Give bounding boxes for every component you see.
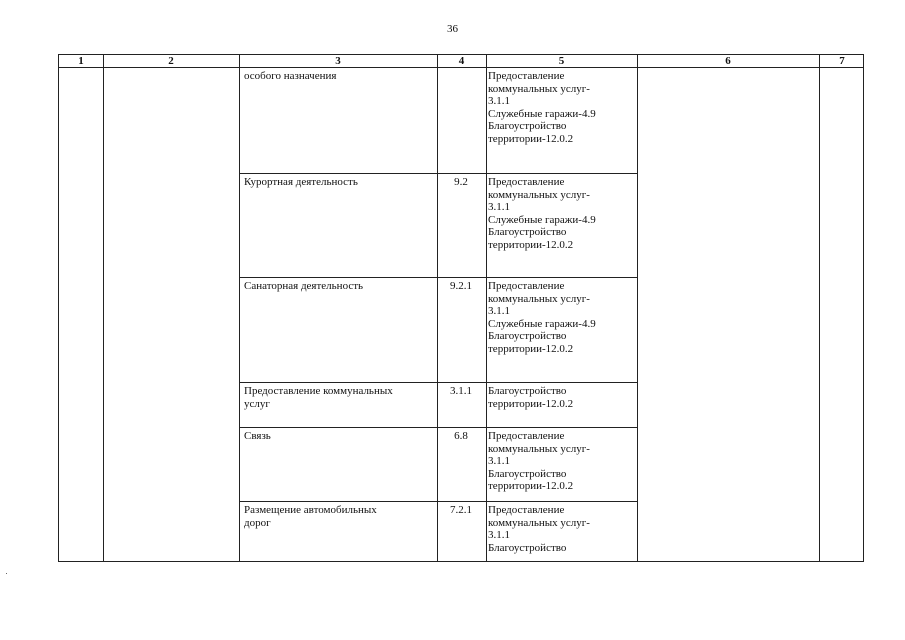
row-divider	[239, 427, 637, 428]
auxiliary-uses: Предоставление коммунальных услуг- 3.1.1 Благоустройство территории-12.0.2	[488, 430, 590, 493]
table-row	[239, 504, 637, 560]
auxiliary-uses: Предоставление коммунальных услуг- 3.1.1 Служебные гаражи-4.9 Благоустройство территории-12.0.2	[488, 280, 596, 355]
zone-use-name: Размещение автомобильных дорог	[244, 504, 377, 529]
table	[58, 54, 864, 562]
table-row	[239, 430, 637, 500]
table-row	[239, 176, 637, 276]
header-cell-2: 2	[168, 55, 174, 67]
zone-use-name: Курортная деятельность	[244, 176, 358, 188]
table-row	[239, 385, 637, 425]
table-row	[239, 280, 637, 380]
column-divider	[103, 55, 104, 561]
use-code: 7.2.1	[450, 504, 472, 516]
auxiliary-uses: Благоустройство территории-12.0.2	[488, 385, 574, 410]
auxiliary-uses: Предоставление коммунальных услуг- 3.1.1 Служебные гаражи-4.9 Благоустройство территории-12.0.2	[488, 70, 596, 145]
scan-speck	[6, 573, 7, 574]
zone-use-name: Предоставление коммунальных услуг	[244, 385, 393, 410]
zone-use-name: Санаторная деятельность	[244, 280, 364, 292]
header-cell-3: 3	[335, 55, 341, 67]
use-code: 9.2	[454, 176, 468, 188]
auxiliary-uses: Предоставление коммунальных услуг- 3.1.1 Благоустройство	[488, 504, 590, 554]
use-code: 3.1.1	[450, 385, 472, 397]
row-divider	[239, 277, 637, 278]
auxiliary-uses: Предоставление коммунальных услуг- 3.1.1 Служебные гаражи-4.9 Благоустройство территории-12.0.2	[488, 176, 596, 251]
header-cell-6: 6	[725, 55, 731, 67]
header-cell-1: 1	[78, 55, 84, 67]
header-cell-7: 7	[839, 55, 845, 67]
header-cell-4: 4	[458, 55, 465, 67]
zone-use-name: особого назначения	[244, 70, 337, 82]
row-divider	[239, 382, 637, 383]
use-code: 6.8	[454, 430, 468, 442]
zone-use-name: Связь	[244, 430, 271, 442]
row-divider	[239, 501, 637, 502]
use-code: 9.2.1	[450, 280, 472, 292]
header-cell-5: 5	[558, 55, 565, 67]
table-header	[59, 55, 863, 68]
table-row	[239, 70, 637, 172]
page-number: 36	[447, 23, 458, 35]
column-divider	[819, 55, 820, 561]
row-divider	[239, 173, 637, 174]
